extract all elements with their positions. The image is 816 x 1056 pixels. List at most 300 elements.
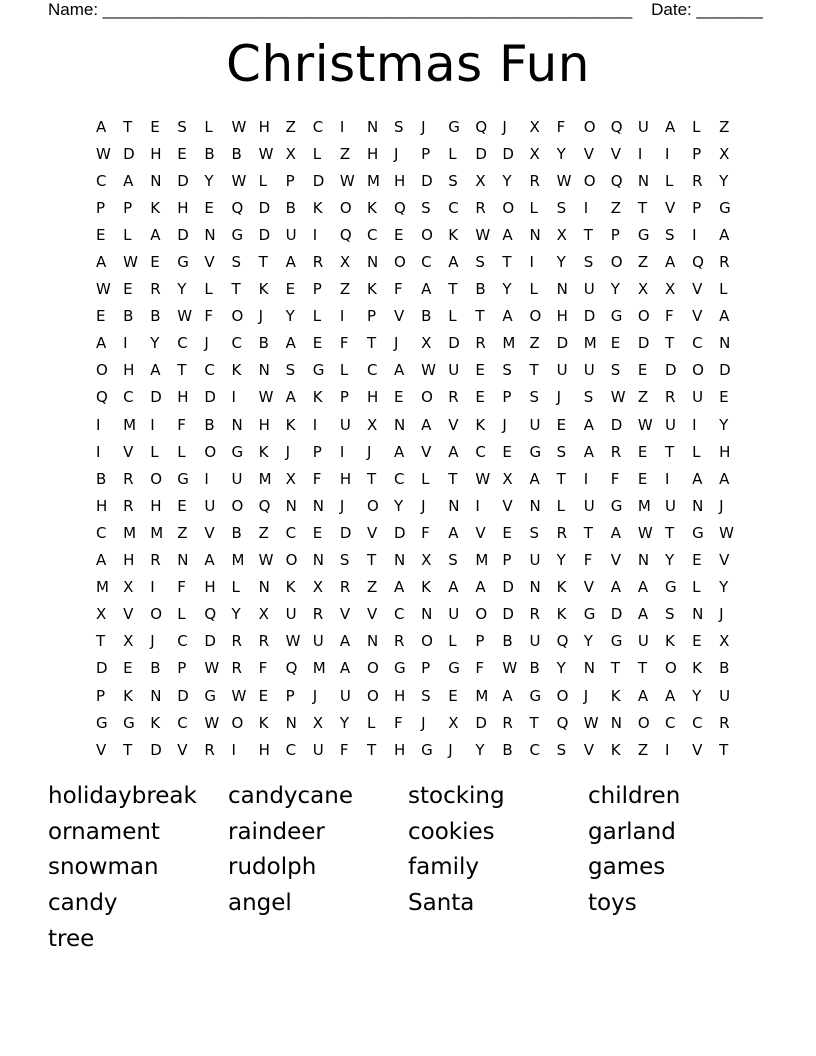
grid-letter: G — [123, 713, 135, 732]
grid-letter: R — [502, 713, 513, 732]
grid-letter: E — [150, 117, 160, 136]
grid-letter: W — [258, 551, 274, 570]
grid-letter: N — [258, 361, 270, 380]
grid-letter: M — [231, 551, 245, 570]
grid-letter: X — [664, 280, 676, 299]
grid-letter: R — [204, 740, 215, 759]
grid-letter: F — [556, 117, 566, 136]
grid-letter: A — [421, 280, 432, 299]
grid-letter: P — [502, 388, 512, 407]
grid-letter: M — [475, 551, 489, 570]
grid-letter: I — [583, 469, 589, 488]
grid-letter: E — [637, 469, 648, 488]
grid-letter: I — [96, 442, 101, 461]
grid-letter: X — [502, 469, 513, 488]
grid-letter: E — [96, 307, 106, 326]
grid-letter: R — [123, 496, 134, 515]
grid-letter: U — [664, 415, 676, 434]
grid-letter: U — [312, 632, 324, 651]
grid-letter: I — [123, 334, 128, 353]
grid-letter: L — [312, 307, 322, 326]
grid-letter: E — [637, 361, 648, 380]
grid-letter: L — [448, 144, 457, 163]
grid-letter: Y — [719, 171, 729, 190]
grid-letter: N — [637, 551, 650, 570]
grid-letter: V — [123, 605, 134, 624]
grid-letter: S — [421, 686, 431, 705]
grid-letter: O — [366, 686, 379, 705]
grid-letter: J — [394, 144, 399, 163]
grid-letter: D — [96, 659, 108, 678]
grid-letter: R — [312, 605, 324, 624]
grid-letter: T — [529, 361, 539, 380]
grid-letter: N — [394, 415, 406, 434]
grid-letter: H — [394, 686, 406, 705]
grid-letter: W — [502, 659, 518, 678]
grid-letter: A — [204, 551, 215, 570]
grid-letter: I — [475, 496, 480, 515]
grid-letter: C — [204, 361, 215, 380]
grid-letter: E — [258, 686, 269, 705]
grid-letter: I — [339, 307, 345, 326]
grid-letter: V — [366, 605, 378, 624]
grid-letter: A — [285, 253, 296, 272]
grid-letter: O — [421, 225, 433, 244]
grid-letter: Q — [339, 225, 352, 244]
grid-letter: Y — [556, 144, 566, 163]
grid-row — [96, 113, 746, 140]
grid-letter: D — [719, 361, 731, 380]
grid-letter: X — [719, 144, 730, 163]
grid-letter: M — [366, 171, 380, 190]
grid-letter: K — [556, 605, 567, 624]
grid-letter: V — [502, 496, 513, 515]
grid-letter: X — [366, 415, 378, 434]
word-list-item: Santa — [408, 890, 475, 917]
word-list-item: cookies — [408, 818, 495, 845]
grid-letter: T — [637, 198, 648, 217]
grid-letter: M — [150, 523, 164, 542]
grid-letter: G — [692, 523, 704, 542]
grid-letter: K — [610, 740, 621, 759]
grid-letter: G — [394, 659, 406, 678]
grid-letter: S — [285, 361, 296, 380]
grid-letter: H — [394, 171, 406, 190]
grid-letter: T — [719, 740, 729, 759]
grid-letter: N — [366, 117, 379, 136]
grid-letter: L — [123, 225, 132, 244]
grid-row — [96, 248, 746, 275]
grid-letter: R — [664, 388, 676, 407]
grid-letter: F — [258, 659, 268, 678]
grid-letter: V — [96, 740, 107, 759]
grid-letter: U — [339, 686, 351, 705]
grid-letter: E — [692, 551, 702, 570]
grid-letter: D — [177, 686, 189, 705]
word-list-item: candycane — [228, 783, 353, 809]
grid-letter: S — [177, 117, 187, 136]
grid-letter: K — [664, 632, 675, 651]
grid-letter: L — [366, 713, 376, 732]
grid-letter: C — [177, 632, 188, 651]
grid-letter: Z — [637, 740, 649, 759]
grid-letter: V — [583, 144, 594, 163]
grid-letter: K — [231, 361, 242, 380]
grid-letter: A — [394, 442, 405, 461]
grid-letter: H — [177, 198, 189, 217]
grid-letter: W — [123, 253, 138, 272]
grid-letter: L — [258, 171, 267, 190]
grid-letter: V — [394, 307, 405, 326]
grid-letter: L — [692, 442, 701, 461]
grid-letter: W — [204, 713, 220, 732]
grid-letter: A — [664, 686, 676, 705]
grid-letter: P — [421, 659, 431, 678]
grid-letter: W — [231, 117, 247, 136]
grid-letter: W — [96, 144, 111, 163]
grid-letter: O — [692, 361, 704, 380]
grid-letter: C — [177, 334, 188, 353]
grid-letter: T — [231, 280, 241, 299]
grid-letter: K — [312, 388, 323, 407]
grid-letter: X — [339, 253, 351, 272]
grid-letter: T — [475, 307, 485, 326]
grid-letter: A — [394, 361, 405, 380]
grid-letter: K — [610, 686, 621, 705]
grid-letter: O — [529, 307, 542, 326]
word-list-item: tree — [48, 925, 95, 952]
grid-letter: L — [339, 361, 349, 380]
grid-letter: W — [637, 523, 653, 542]
grid-letter: U — [285, 225, 297, 244]
grid-letter: D — [258, 198, 271, 217]
grid-letter: S — [556, 740, 567, 759]
grid-letter: D — [177, 225, 189, 244]
grid-letter: K — [285, 415, 296, 434]
grid-letter: W — [475, 225, 491, 244]
grid-letter: S — [583, 388, 594, 407]
word-list-item: games — [588, 854, 666, 881]
grid-letter: O — [421, 388, 433, 407]
grid-letter: T — [123, 740, 133, 759]
grid-letter: D — [475, 144, 487, 163]
grid-letter: P — [692, 144, 702, 163]
grid-letter: W — [258, 388, 274, 407]
grid-letter: E — [312, 334, 323, 353]
grid-letter: Z — [177, 523, 188, 542]
grid-letter: U — [339, 415, 351, 434]
grid-letter: U — [529, 632, 541, 651]
grid-letter: L — [177, 605, 186, 624]
grid-letter: Z — [637, 253, 649, 272]
grid-letter: K — [556, 578, 567, 597]
grid-letter: J — [502, 415, 507, 434]
grid-letter: C — [475, 442, 486, 461]
grid-letter: Y — [556, 659, 566, 678]
grid-letter: B — [529, 659, 540, 678]
grid-letter: A — [448, 253, 459, 272]
grid-letter: U — [719, 686, 731, 705]
grid-letter: S — [583, 253, 594, 272]
grid-letter: Y — [719, 415, 729, 434]
grid-letter: A — [502, 686, 513, 705]
grid-letter: I — [664, 469, 670, 488]
grid-letter: A — [719, 307, 730, 326]
grid-letter: P — [123, 198, 133, 217]
grid-letter: X — [719, 632, 730, 651]
grid-letter: S — [502, 361, 512, 380]
grid-letter: J — [421, 713, 426, 732]
grid-letter: Q — [610, 171, 623, 190]
grid-letter: V — [583, 578, 594, 597]
grid-letter: P — [475, 632, 485, 651]
grid-letter: Y — [231, 605, 241, 624]
grid-letter: O — [366, 659, 379, 678]
grid-letter: C — [692, 713, 703, 732]
grid-letter: Y — [339, 713, 350, 732]
grid-letter: P — [96, 686, 106, 705]
grid-letter: F — [475, 659, 484, 678]
grid-letter: I — [664, 740, 670, 759]
grid-letter: O — [637, 713, 650, 732]
grid-letter: U — [448, 605, 460, 624]
grid-letter: O — [96, 361, 108, 380]
grid-letter: M — [123, 415, 137, 434]
grid-letter: L — [204, 117, 213, 136]
grid-letter: S — [529, 388, 540, 407]
grid-letter: T — [448, 469, 458, 488]
grid-letter: E — [394, 388, 404, 407]
grid-letter: V — [123, 442, 134, 461]
grid-letter: E — [502, 442, 512, 461]
grid-letter: F — [610, 469, 620, 488]
grid-row — [96, 357, 746, 384]
grid-letter: O — [475, 605, 488, 624]
grid-letter: N — [448, 496, 460, 515]
grid-row — [96, 682, 746, 709]
grid-row — [96, 601, 746, 628]
grid-letter: W — [258, 144, 274, 163]
grid-letter: S — [421, 198, 431, 217]
grid-letter: I — [204, 469, 209, 488]
grid-letter: Q — [692, 253, 704, 272]
grid-letter: S — [556, 198, 567, 217]
grid-letter: I — [339, 117, 345, 136]
grid-letter: H — [123, 551, 135, 570]
grid-letter: V — [475, 523, 486, 542]
grid-letter: T — [664, 334, 675, 353]
grid-letter: G — [448, 117, 460, 136]
grid-letter: U — [529, 415, 541, 434]
grid-letter: A — [150, 361, 161, 380]
grid-letter: T — [637, 659, 648, 678]
grid-letter: Y — [719, 578, 729, 597]
grid-letter: T — [177, 361, 187, 380]
grid-letter: N — [150, 171, 162, 190]
grid-letter: F — [394, 713, 403, 732]
grid-letter: Y — [285, 307, 295, 326]
grid-letter: W — [231, 171, 247, 190]
grid-letter: K — [448, 225, 459, 244]
grid-letter: R — [475, 198, 486, 217]
grid-letter: P — [96, 198, 106, 217]
grid-letter: V — [177, 740, 188, 759]
grid-letter: I — [692, 415, 697, 434]
grid-letter: J — [258, 307, 263, 326]
grid-letter: J — [719, 605, 724, 624]
grid-letter: Y — [204, 171, 214, 190]
grid-letter: X — [123, 578, 134, 597]
grid-letter: W — [637, 415, 653, 434]
grid-letter: B — [204, 144, 215, 163]
grid-letter: F — [421, 523, 430, 542]
grid-letter: N — [692, 496, 704, 515]
grid-letter: G — [583, 605, 596, 624]
grid-letter: C — [692, 334, 703, 353]
grid-letter: A — [96, 334, 107, 353]
grid-letter: W — [556, 171, 572, 190]
grid-letter: U — [285, 605, 297, 624]
grid-letter: N — [692, 605, 704, 624]
grid-letter: H — [258, 740, 270, 759]
grid-letter: B — [502, 740, 513, 759]
grid-letter: P — [312, 280, 322, 299]
grid-letter: C — [285, 523, 297, 542]
grid-letter: M — [123, 523, 137, 542]
grid-letter: B — [475, 280, 486, 299]
grid-letter: Z — [610, 198, 622, 217]
grid-letter: P — [177, 659, 187, 678]
grid-letter: F — [312, 469, 322, 488]
grid-letter: F — [394, 280, 403, 299]
grid-row — [96, 655, 746, 682]
grid-letter: Y — [177, 280, 187, 299]
grid-letter: E — [394, 225, 404, 244]
grid-letter: R — [719, 253, 730, 272]
word-list-item: raindeer — [228, 818, 325, 845]
grid-letter: D — [394, 523, 406, 542]
grid-letter: Q — [556, 632, 569, 651]
grid-letter: J — [719, 496, 724, 515]
grid-letter: N — [312, 551, 324, 570]
grid-letter: L — [204, 280, 213, 299]
grid-letter: Z — [719, 117, 730, 136]
grid-letter: N — [366, 253, 379, 272]
grid-letter: D — [475, 713, 487, 732]
grid-letter: E — [719, 388, 729, 407]
grid-letter: W — [285, 632, 301, 651]
grid-letter: C — [394, 605, 405, 624]
grid-letter: M — [312, 659, 326, 678]
grid-letter: H — [123, 361, 135, 380]
grid-row — [96, 330, 746, 357]
grid-letter: H — [150, 144, 162, 163]
grid-letter: A — [123, 171, 134, 190]
grid-letter: B — [231, 144, 242, 163]
grid-letter: S — [610, 361, 621, 380]
grid-letter: B — [150, 659, 161, 678]
grid-letter: K — [150, 198, 161, 217]
grid-letter: Q — [475, 117, 488, 136]
grid-letter: H — [96, 496, 108, 515]
grid-letter: U — [583, 280, 595, 299]
grid-letter: D — [204, 632, 216, 651]
grid-letter: I — [637, 144, 643, 163]
grid-letter: C — [96, 171, 107, 190]
grid-letter: K — [366, 280, 377, 299]
grid-letter: A — [610, 578, 622, 597]
grid-letter: N — [610, 713, 623, 732]
grid-letter: S — [448, 171, 458, 190]
grid-letter: B — [258, 334, 269, 353]
grid-letter: V — [692, 307, 703, 326]
grid-letter: D — [637, 334, 650, 353]
grid-letter: L — [529, 280, 538, 299]
grid-letter: Z — [285, 117, 296, 136]
grid-letter: F — [339, 334, 349, 353]
grid-letter: M — [637, 496, 651, 515]
grid-letter: G — [204, 686, 216, 705]
grid-letter: T — [583, 225, 593, 244]
grid-letter: D — [204, 388, 216, 407]
grid-letter: C — [448, 198, 459, 217]
grid-letter: Q — [610, 117, 623, 136]
grid-letter: O — [339, 198, 352, 217]
grid-letter: A — [637, 605, 649, 624]
grid-letter: D — [502, 144, 514, 163]
grid-letter: L — [448, 307, 457, 326]
grid-letter: Z — [529, 334, 540, 353]
grid-letter: S — [664, 605, 675, 624]
grid-letter: A — [583, 415, 594, 434]
grid-letter: T — [556, 469, 566, 488]
grid-letter: Y — [664, 551, 675, 570]
grid-letter: G — [610, 496, 623, 515]
grid-letter: O — [556, 686, 569, 705]
grid-letter: T — [96, 632, 106, 651]
grid-row — [96, 194, 746, 221]
grid-row — [96, 276, 746, 303]
grid-letter: T — [664, 442, 675, 461]
grid-letter: X — [258, 605, 269, 624]
grid-letter: X — [529, 117, 540, 136]
grid-letter: R — [475, 334, 486, 353]
grid-letter: A — [664, 253, 676, 272]
grid-letter: O — [583, 171, 596, 190]
grid-letter: J — [556, 388, 562, 407]
grid-letter: D — [150, 740, 162, 759]
grid-letter: L — [529, 198, 538, 217]
grid-row — [96, 465, 746, 492]
grid-letter: N — [366, 632, 379, 651]
grid-letter: O — [610, 253, 623, 272]
grid-letter: F — [339, 740, 349, 759]
grid-letter: J — [312, 686, 318, 705]
grid-letter: B — [150, 307, 161, 326]
grid-letter: J — [394, 334, 399, 353]
grid-letter: X — [448, 713, 459, 732]
grid-letter: S — [231, 253, 241, 272]
grid-letter: N — [529, 578, 541, 597]
grid-letter: A — [96, 253, 107, 272]
grid-letter: U — [556, 361, 568, 380]
grid-letter: D — [610, 415, 623, 434]
grid-letter: K — [366, 198, 377, 217]
word-list-item: holidaybreak — [48, 783, 197, 809]
grid-letter: U — [664, 496, 676, 515]
grid-letter: P — [339, 388, 349, 407]
grid-letter: T — [529, 713, 539, 732]
